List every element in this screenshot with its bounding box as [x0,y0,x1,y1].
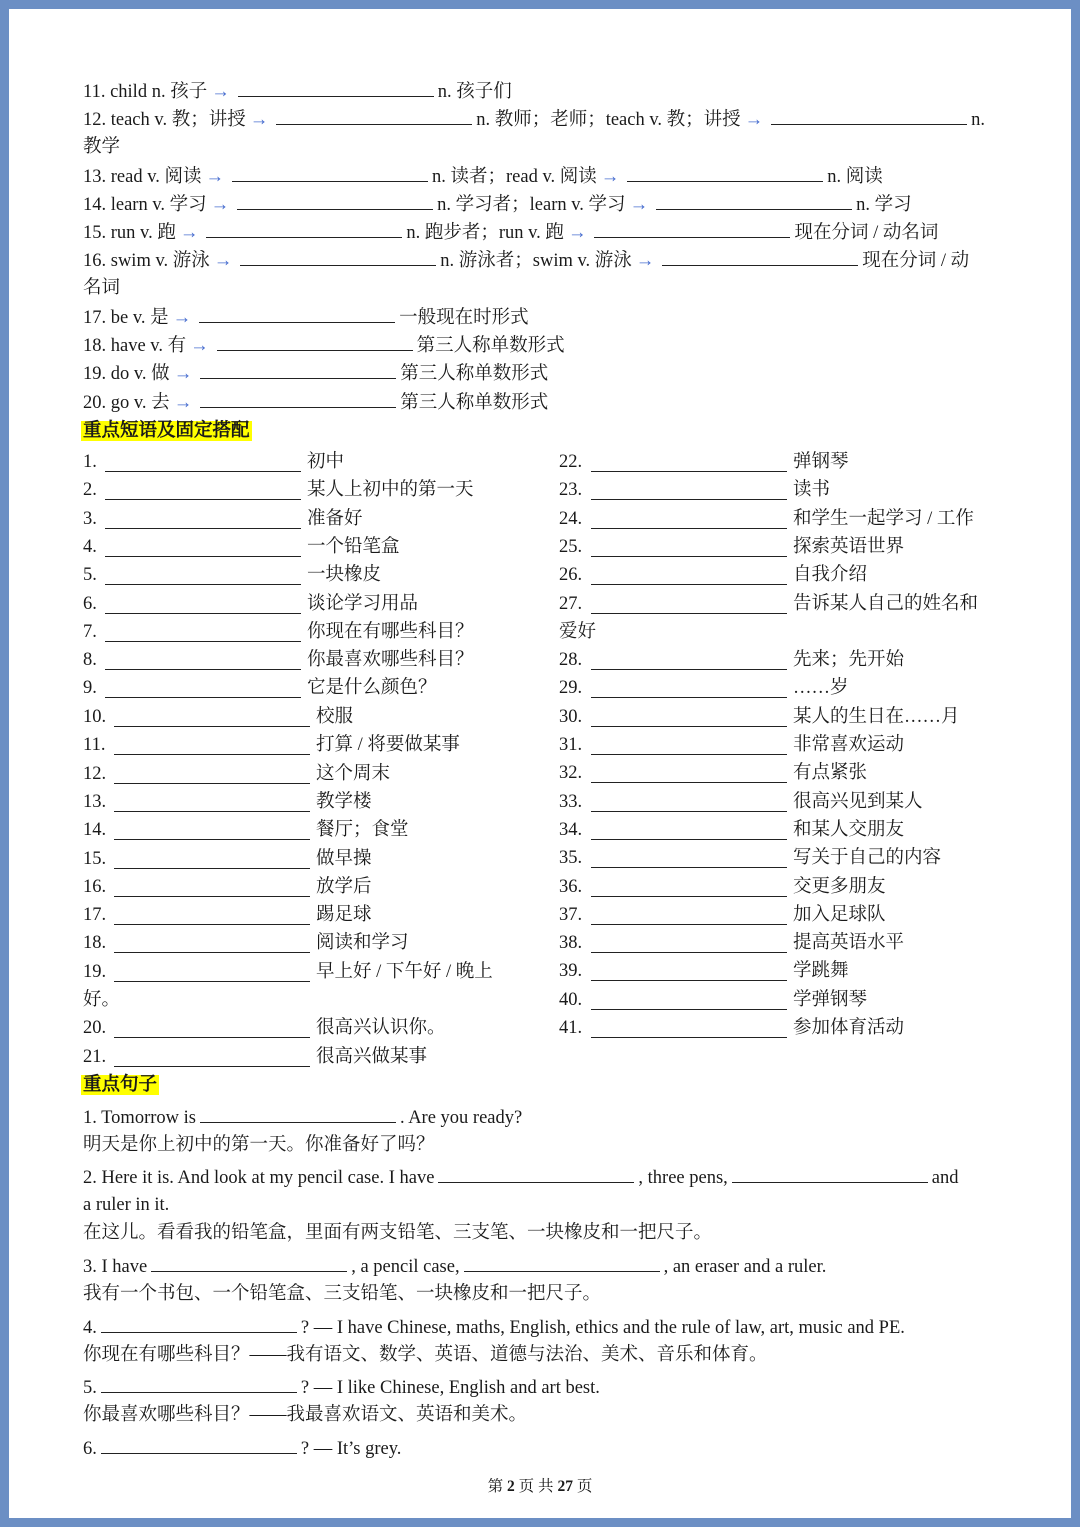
phrase-meaning: ……岁 [793,678,849,699]
sentence-4-translation: 你现在有哪些科目？——我有语文、数学、英语、道德与法治、美术、音乐和体育。 [83,1345,768,1365]
phrase-meaning: 很高兴做某事 [316,1046,428,1067]
arrow-icon: → [213,251,233,271]
phrases-heading: 重点短语及固定搭配 [83,421,250,441]
answer-blank[interactable] [114,906,310,925]
answer-blank[interactable] [105,679,301,698]
phrase-number: 18. [83,933,107,954]
phrase-meaning: 某人的生日在……月 [793,706,960,727]
phrase-item [559,506,974,532]
phrase-number: 17. [83,905,107,926]
phrase-number: 20. [83,1018,107,1039]
phrase-item [559,675,849,701]
phrase-meaning: 校服 [316,707,354,727]
phrase-item [83,506,363,532]
phrase-item [559,958,849,984]
phrase-item [559,477,831,503]
phrase-meaning: 很高兴见到某人 [793,791,923,812]
phrase-meaning: 写关于自己的内容 [793,848,942,869]
phrase-item [83,562,382,588]
answer-blank[interactable] [591,934,787,953]
phrase-number: 8. [83,650,97,671]
page-number: 2 [507,1478,515,1495]
phrase-item [83,902,372,928]
answer-blank[interactable] [114,878,310,897]
phrase-number: 35. [559,848,583,869]
answer-blank[interactable] [591,906,787,925]
phrase-meaning: 它是什么颜色？ [307,678,437,699]
answer-blank[interactable] [114,708,310,727]
answer-blank[interactable] [732,1164,928,1183]
phrase-item [83,959,493,985]
answer-blank[interactable] [105,538,301,557]
phrase-meaning: 你现在有哪些科目？ [307,621,474,642]
phrase-item [83,675,437,701]
arrow-icon: → [600,167,620,187]
phrase-number: 36. [559,876,583,897]
phrase-meaning: 学弹钢琴 [793,989,868,1010]
phrase-item [83,591,419,617]
phrase-number: 24. [559,508,583,529]
phrase-number: 38. [559,933,583,954]
word-item-16: 16. swim v. 游泳 → n. 游泳者；swim v. 游泳 → 现在分词 / 动 [83,247,969,274]
phrase-item [559,562,868,588]
worksheet-page [9,9,1071,1518]
answer-blank[interactable] [238,78,434,97]
answer-blank[interactable] [105,623,301,642]
phrase-item [83,1015,446,1041]
phrase-meaning: 非常喜欢运动 [793,735,905,755]
answer-blank[interactable] [591,453,787,472]
answer-blank[interactable] [114,736,310,755]
phrase-item [83,789,372,815]
answer-blank[interactable] [232,163,428,182]
answer-blank[interactable] [114,850,310,869]
phrase-item [83,930,409,956]
phrase-number: 10. [83,707,107,727]
phrase-item [83,449,345,475]
phrase-number: 29. [559,678,583,699]
phrase-item [559,732,905,758]
phrase-item [83,619,474,645]
answer-blank[interactable] [591,538,787,557]
sentence-5: 5. ? — I like Chinese, English and art best. [83,1374,600,1401]
phrase-number: 6. [83,593,97,614]
phrase-meaning: 自我介绍 [793,565,868,586]
sentence-2-wrap: a ruler in it. [83,1195,170,1215]
phrase-number: 11. [83,735,106,756]
phrase-item [83,1044,428,1070]
phrase-item [559,591,979,617]
phrase-item [559,647,905,673]
phrase-meaning: 教学楼 [316,791,372,812]
phrase-meaning: 某人上初中的第一天 [307,480,474,501]
sentence-3-translation: 我有一个书包、一个铅笔盒、三支铅笔、一块橡皮和一把尺子。 [83,1284,602,1304]
phrase-item [83,817,409,843]
answer-blank[interactable] [151,1253,347,1272]
phrase-item [83,477,474,503]
answer-blank[interactable] [217,332,413,351]
phrase-number: 39. [559,961,583,982]
sentence-4: 4. ? — I have Chinese, maths, English, ethics and the rule of law, art, music and PE. [83,1314,905,1341]
phrase-item [559,817,905,843]
arrow-icon: → [567,223,587,243]
page-total: 27 [557,1478,573,1495]
phrase-item [83,761,391,787]
phrase-number: 13. [83,791,107,812]
arrow-icon: → [173,364,193,384]
sentence-2-translation: 在这儿。看看我的铅笔盒，里面有两支铅笔、三支笔、一块橡皮和一把尺子。 [83,1223,713,1243]
answer-blank[interactable] [114,821,310,840]
phrase-number: 14. [83,820,107,841]
answer-blank[interactable] [114,765,310,784]
sentence-1-translation: 明天是你上初中的第一天。你准备好了吗？ [83,1135,435,1155]
word-item-17: 17. be v. 是 → 一般现在时形式 [83,304,529,331]
phrase-item [559,449,849,475]
answer-blank[interactable] [771,106,967,125]
phrase-number: 21. [83,1046,107,1067]
phrase-number: 31. [559,735,583,755]
phrase-meaning: 读书 [793,480,831,501]
sentence-1: 1. Tomorrow is . Are you ready? [83,1104,522,1131]
phrase-number: 19. [83,961,107,982]
answer-blank[interactable] [591,1019,787,1038]
answer-blank[interactable] [594,219,790,238]
phrase-meaning: 一个铅笔盒 [307,536,400,557]
phrase-wrap: 好。 [83,990,121,1010]
answer-blank[interactable] [591,595,787,614]
phrase-number: 34. [559,819,583,840]
arrow-icon: → [211,82,230,102]
phrase-meaning: 有点紧张 [793,763,868,784]
phrase-number: 7. [83,621,97,642]
sentence-6: 6. ? — It’s grey. [83,1435,401,1462]
phrase-item [83,704,354,730]
phrase-meaning: 很高兴认识你。 [316,1018,446,1039]
answer-blank[interactable] [591,962,787,981]
answer-blank[interactable] [438,1164,634,1183]
answer-blank[interactable] [591,849,787,868]
answer-blank[interactable] [200,360,396,379]
word-item-11: 11. child n. 孩子 → n. 孩子们 [83,78,512,105]
phrase-item [83,846,372,872]
sentences-heading: 重点句子 [83,1075,158,1095]
arrow-icon: → [173,393,193,413]
arrow-icon: → [210,195,230,215]
phrase-item [559,987,868,1013]
answer-blank[interactable] [656,191,852,210]
phrase-meaning: 弹钢琴 [793,452,849,472]
phrase-item [83,874,372,900]
phrase-meaning: 交更多朋友 [793,876,886,897]
phrase-item [559,1015,905,1041]
phrase-meaning: 打算 / 将要做某事 [316,735,460,756]
word-item-15: 15. run v. 跑 → n. 跑步者；run v. 跑 → 现在分词 / 动名词 [83,219,938,246]
answer-blank[interactable] [114,934,310,953]
phrase-number: 25. [559,536,583,557]
phrase-meaning: 初中 [307,452,345,472]
phrase-meaning: 参加体育活动 [793,1018,905,1038]
word-item-16-wrap: 名词 [83,278,121,298]
answer-blank[interactable] [114,963,310,982]
phrase-meaning: 和学生一起学习 / 工作 [793,508,974,529]
word-item-18: 18. have v. 有 → 第三人称单数形式 [83,332,565,359]
answer-blank[interactable] [591,793,787,812]
phrase-meaning: 先来；先开始 [793,650,905,671]
phrase-number: 23. [559,480,583,501]
phrase-meaning: 谈论学习用品 [307,593,419,614]
phrase-meaning: 阅读和学习 [316,933,409,954]
answer-blank[interactable] [591,651,787,670]
phrase-number: 1. [83,452,97,472]
answer-blank[interactable] [627,163,823,182]
phrase-number: 37. [559,904,583,925]
phrase-meaning: 加入足球队 [793,904,886,925]
phrase-item [559,902,886,928]
word-item-19: 19. do v. 做 → 第三人称单数形式 [83,360,548,387]
phrase-number: 28. [559,650,583,671]
phrase-meaning: 学跳舞 [793,961,849,982]
phrase-item [559,534,905,560]
word-item-12-wrap: 教学 [83,137,121,157]
answer-blank[interactable] [199,304,395,323]
phrase-meaning: 餐厅；食堂 [316,820,409,841]
answer-blank[interactable] [591,878,787,897]
phrase-number: 22. [559,452,583,472]
word-item-14: 14. learn v. 学习 → n. 学习者；learn v. 学习 → n. 学习 [83,191,912,218]
arrow-icon: → [205,167,225,187]
answer-blank[interactable] [200,1104,396,1123]
phrase-number: 2. [83,480,97,501]
answer-blank[interactable] [101,1374,297,1393]
answer-blank[interactable] [591,481,787,500]
answer-blank[interactable] [591,764,787,783]
phrase-number: 9. [83,678,97,699]
phrase-meaning: 你最喜欢哪些科目？ [307,650,474,671]
phrase-meaning: 踢足球 [316,905,372,926]
phrase-number: 16. [83,876,107,897]
word-item-12: 12. teach v. 教；讲授 → n. 教师；老师；teach v. 教；讲授 → n. [83,106,985,133]
phrase-number: 30. [559,706,583,727]
answer-blank[interactable] [276,106,472,125]
phrase-item [83,534,400,560]
arrow-icon: → [190,336,209,356]
answer-blank[interactable] [591,708,787,727]
phrase-meaning: 放学后 [316,876,372,897]
sentence-3: 3. I have , a pencil case, , an eraser and a ruler. [83,1253,826,1280]
phrase-meaning: 探索英语世界 [793,536,905,557]
phrase-meaning: 早上好 / 下午好 / 晚上 [316,961,493,982]
answer-blank[interactable] [591,821,787,840]
sentence-5-translation: 你最喜欢哪些科目？——我最喜欢语文、英语和美术。 [83,1405,528,1425]
answer-blank[interactable] [591,566,787,585]
answer-blank[interactable] [105,566,301,585]
answer-blank[interactable] [105,510,301,529]
answer-blank[interactable] [105,453,301,472]
phrase-number: 3. [83,508,97,529]
phrase-item [559,930,905,956]
arrow-icon: → [744,110,764,130]
phrase-item [559,789,923,815]
answer-blank[interactable] [206,219,402,238]
answer-blank[interactable] [464,1253,660,1272]
answer-blank[interactable] [114,1048,310,1067]
answer-blank[interactable] [105,651,301,670]
answer-blank[interactable] [662,247,858,266]
word-item-13: 13. read v. 阅读 → n. 读者；read v. 阅读 → n. 阅读 [83,163,883,190]
phrase-meaning: 提高英语水平 [793,933,905,954]
phrase-meaning: 一块橡皮 [307,565,382,586]
phrase-meaning: 准备好 [307,508,363,529]
phrase-meaning: 和某人交朋友 [793,819,905,840]
phrase-meaning: 做早操 [316,848,372,869]
answer-blank[interactable] [591,679,787,698]
phrase-number: 40. [559,989,583,1010]
phrase-number: 26. [559,565,583,586]
phrase-number: 15. [83,848,107,869]
phrase-item [559,760,868,786]
answer-blank[interactable] [105,481,301,500]
phrase-item [559,704,960,730]
phrase-item [559,874,886,900]
arrow-icon: → [249,110,269,130]
answer-blank[interactable] [200,389,396,408]
answer-blank[interactable] [240,247,436,266]
phrase-number: 4. [83,536,97,557]
phrase-number: 33. [559,791,583,812]
phrase-item [559,845,942,871]
phrase-item [83,647,474,673]
phrase-wrap: 爱好 [559,621,597,642]
phrase-number: 41. [559,1018,583,1038]
phrase-number: 32. [559,763,583,784]
answer-blank[interactable] [591,736,787,755]
phrase-number: 5. [83,565,97,586]
phrase-item [83,732,460,758]
phrase-number: 27. [559,593,583,614]
arrow-icon: → [635,251,655,271]
answer-blank[interactable] [114,793,310,812]
answer-blank[interactable] [591,991,787,1010]
answer-blank[interactable] [591,510,787,529]
page-footer: 第 2 页 共 27 页 [487,1478,593,1495]
answer-blank[interactable] [101,1314,297,1333]
word-item-20: 20. go v. 去 → 第三人称单数形式 [83,389,548,416]
phrase-number: 12. [83,763,107,784]
answer-blank[interactable] [101,1435,297,1454]
sentence-2: 2. Here it is. And look at my pencil case. I have , three pens, and [83,1164,959,1191]
answer-blank[interactable] [105,595,301,614]
arrow-icon: → [629,195,649,215]
answer-blank[interactable] [237,191,433,210]
phrase-meaning: 这个周末 [316,763,391,784]
arrow-icon: → [179,223,199,243]
phrase-meaning: 告诉某人自己的姓名和 [793,593,979,614]
answer-blank[interactable] [114,1019,310,1038]
arrow-icon: → [172,308,192,328]
